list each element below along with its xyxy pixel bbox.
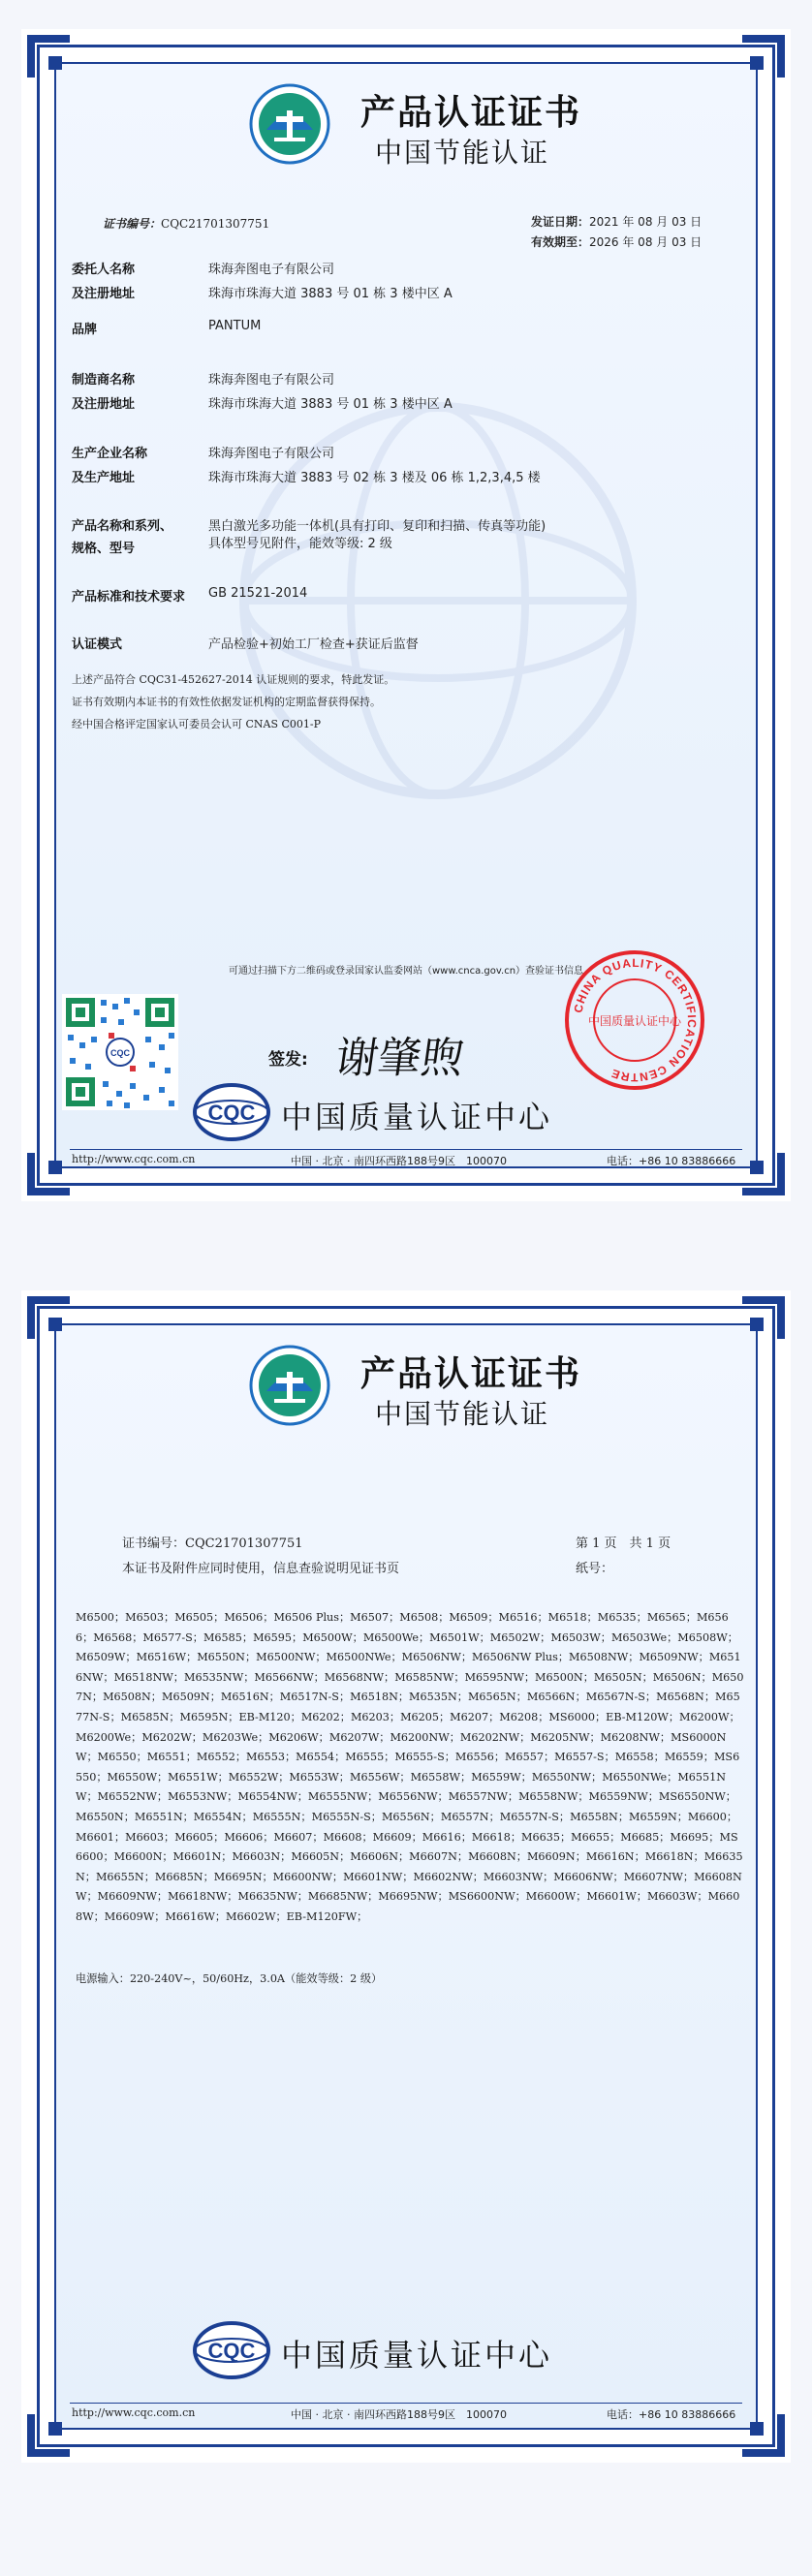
- svg-text:中国质量认证中心: 中国质量认证中心: [587, 1014, 682, 1028]
- field-value: PANTUM: [208, 319, 262, 333]
- field-label: 生产企业名称: [72, 447, 148, 461]
- certificate-subtitle: 中国节能认证: [375, 137, 550, 169]
- issue-date: 发证日期：2021 年 08 月 03 日: [531, 215, 703, 229]
- qr-code[interactable]: [62, 994, 178, 1110]
- svg-text:CQC: CQC: [207, 2339, 256, 2363]
- cert-number: 证书编号：CQC21701307751: [103, 217, 270, 231]
- field-value: GB 21521-2014: [208, 586, 308, 601]
- field-value: 珠海奔图电子有限公司: [208, 447, 335, 461]
- corner-square: [750, 2422, 764, 2436]
- svg-text:CQC: CQC: [110, 1048, 130, 1058]
- field-value: 具体型号见附件，能效等级: 2 级: [208, 537, 392, 551]
- model-list: M6500；M6503；M6505；M6506；M6506 Plus；M6507；M6508；M6509；M6516；M6518；M6535；M6565；M6566；M6568；M6577-S；M6585；M6595；M6500W；M6500We；M6501W；M6502W；M6503W；M6503We；M6508W；M6509W；M6516W；M6550N；M6500NW；M6500NWe；M6506NW；M6506NW Plus；M6508NW；M6509NW；M6516NW；M6518NW；M6535NW；M6566NW；M6568NW；M6585NW；M6595NW；M6500N；M6505N；M6506N；M6507N；M6508N；M6509N；M6516N；M6517N-S；M6518N；M6535N；M6565N；M6566N；M6567N-S；M6568N；M6577N-S；M6585N；M6595N；EB-M120；M6202；M6203；M6205；M6207；M6208；MS6000；EB-M120W；M6200W；M6200We；M6202W；M6203We；M6206W；M6207W；M6200NW；M6202NW；M6205NW；M6208NW；MS6000NW；M6550；M6551；M6552；M6553；M6554；M6555；M6555-S；M6556；M6557；M6557-S；M6558；M6559；MS6550；M6550W；M6551W；M6552W；M6553W；M6556W；M6558W；M6559W；M6550NW；M6550NWe；M6551NW；M6552NW；M6553NW；M6554NW；M6555NW；M6556NW；M6557NW；M6558NW；M6559NW；MS6550NW；M6550N；M6551N；M6554N；M6555N；M6555N-S；M6556N；M6557N；M6557N-S；M6558N；M6559N；M6600；M6601；M6603；M6605；M6606；M6607；M6608；M6609；M6616；M6618；M6635；M6655；M6685；M6695；MS6600；M6600N；M6601N；M6603N；M6605N；M6606N；M6607N；M6608N；M6609N；M6616N；M6618N；M6635N；M6655N；M6685N；M6695N；M6600NW；M6601NW；M6602NW；M6603NW；M6606NW；M6607NW；M6608NW；M6609NW；M6618NW；M6635NW；M6685NW；M6695NW；MS6600NW；M6600W；M6601W；M6603W；M6608W；M6609W；M6616W；M6602W；EB-M120FW；: [76, 1611, 744, 1923]
- signature: 谢肇煦: [331, 1034, 467, 1083]
- field-label: 产品名称和系列、: [72, 519, 173, 534]
- corner-square: [750, 56, 764, 70]
- field-label: 认证模式: [72, 637, 123, 652]
- footer-url[interactable]: http://www.cqc.com.cn: [72, 1153, 196, 1165]
- corner-ornament-top-right: [742, 1296, 785, 1339]
- corner-square: [48, 2422, 62, 2436]
- attachment-note: 本证书及附件应同时使用，信息查验说明见证书页: [122, 1562, 400, 1576]
- field-label: 产品标准和技术要求: [72, 590, 186, 605]
- corner-ornament-top-right: [742, 35, 785, 78]
- field-label: 及生产地址: [72, 471, 136, 485]
- footer-address: 中国 · 北京 · 南四环西路188号9区 100070: [291, 2408, 507, 2421]
- field-label: 制造商名称: [72, 373, 136, 388]
- corner-ornament-bottom-left: [27, 2414, 70, 2457]
- corner-square: [750, 1318, 764, 1331]
- svg-text:CQC: CQC: [207, 1101, 256, 1125]
- field-value: 产品检验+初始工厂检查+获证后监督: [208, 637, 419, 652]
- certificate-page-1: [21, 29, 791, 1201]
- official-seal: [562, 947, 707, 1093]
- corner-square: [48, 1161, 62, 1174]
- certificate-page-2: [21, 1290, 791, 2463]
- field-value: 珠海市珠海大道 3883 号 01 栋 3 楼中区 A: [208, 397, 453, 412]
- corner-square: [48, 1318, 62, 1331]
- field-value: 珠海市珠海大道 3883 号 02 栋 3 楼及 06 栋 1,2,3,4,5 楼: [208, 471, 541, 485]
- field-label: 品牌: [72, 323, 98, 337]
- corner-ornament-bottom-right: [742, 2414, 785, 2457]
- scan-note: 可通过扫描下方二维码或登录国家认监委网站（www.cnca.gov.cn）查验证书信息: [228, 966, 584, 977]
- energy-saving-logo-icon: [249, 83, 330, 165]
- issuer-name: 中国质量认证中心: [281, 2337, 553, 2374]
- certificate-title: 产品认证证书: [360, 93, 582, 133]
- issuer-name: 中国质量认证中心: [281, 1099, 553, 1135]
- sign-label: 签发:: [268, 1050, 308, 1070]
- field-label: 委托人名称: [72, 263, 136, 277]
- power-input: 电源输入：220-240V~，50/60Hz，3.0A（能效等级：2 级）: [76, 1972, 383, 1985]
- corner-ornament-bottom-left: [27, 1153, 70, 1195]
- footer-address: 中国 · 北京 · 南四环西路188号9区 100070: [291, 1155, 507, 1167]
- corner-square: [750, 1161, 764, 1174]
- field-value: 珠海奔图电子有限公司: [208, 263, 335, 277]
- cert-notes: 上述产品符合 CQC31-452627-2014 认证规则的要求，特此发证。 证书有效期内本证书的有效性依据发证机构的定期监督获得保持。 经中国合格评定国家认可委员会认可 CNAS C001-P: [72, 673, 395, 730]
- footer-phone: 电话：+86 10 83886666: [607, 1155, 736, 1167]
- certificate-title: 产品认证证书: [360, 1354, 582, 1394]
- page-info: 第 1 页 共 1 页: [576, 1536, 671, 1551]
- cert-number: 证书编号：CQC21701307751: [122, 1536, 303, 1551]
- certificate-subtitle: 中国节能认证: [375, 1398, 550, 1430]
- svg-text:CHINA QUALITY CERTIFICATION CE: CHINA QUALITY CERTIFICATION CENTRE: [571, 955, 700, 1085]
- energy-saving-logo-icon: [249, 1345, 330, 1426]
- corner-square: [48, 56, 62, 70]
- footer-url[interactable]: http://www.cqc.com.cn: [72, 2406, 196, 2419]
- field-label: 及注册地址: [72, 287, 136, 301]
- cqc-logo-icon: [191, 1081, 272, 1143]
- valid-until: 有效期至：2026 年 08 月 03 日: [531, 235, 703, 249]
- field-value: 珠海市珠海大道 3883 号 01 栋 3 楼中区 A: [208, 287, 453, 301]
- cqc-logo-icon: [191, 2319, 272, 2381]
- field-label: 规格、型号: [72, 542, 136, 556]
- footer-phone: 电话：+86 10 83886666: [607, 2408, 736, 2421]
- field-label: 及注册地址: [72, 397, 136, 412]
- field-value: 珠海奔图电子有限公司: [208, 373, 335, 388]
- footer-divider: [70, 1149, 742, 1150]
- corner-ornament-bottom-right: [742, 1153, 785, 1195]
- field-value: 黑白激光多功能一体机(具有打印、复印和扫描、传真等功能): [208, 519, 547, 534]
- footer-divider: [70, 2403, 742, 2404]
- attachment-number-label: 纸号：: [576, 1562, 614, 1576]
